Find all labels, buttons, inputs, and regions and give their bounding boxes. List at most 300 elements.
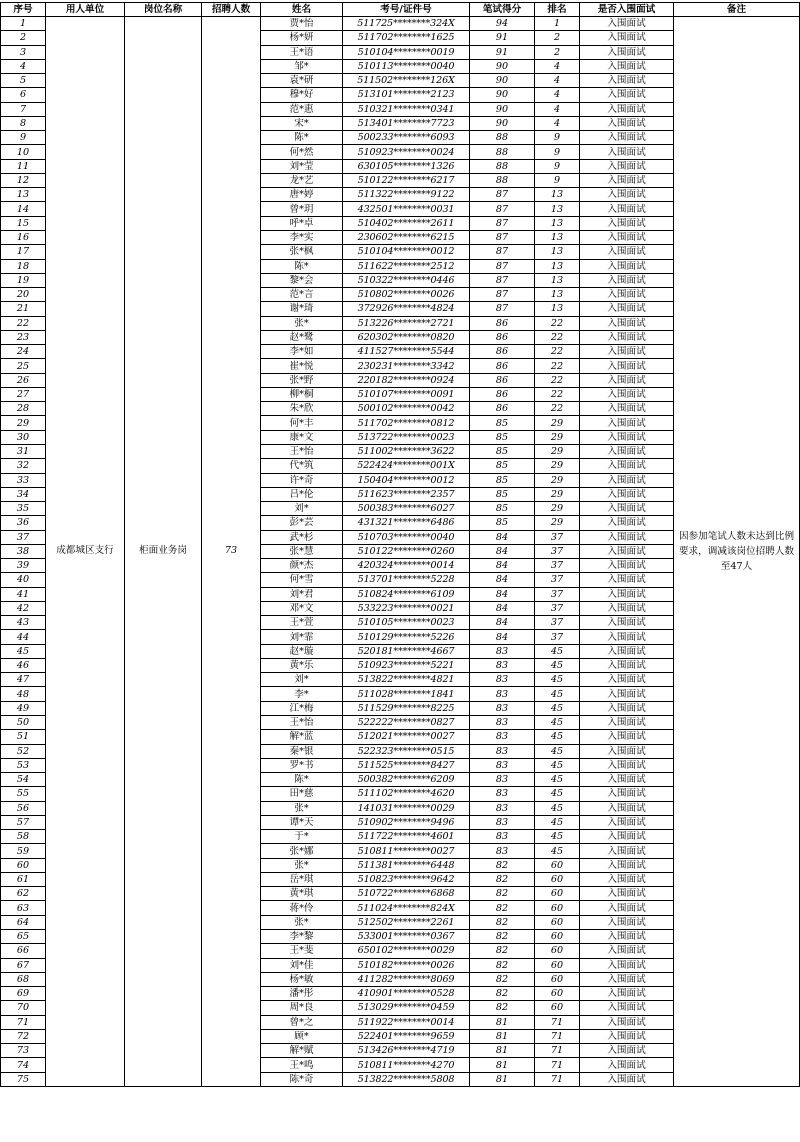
- cell-seq: 23: [1, 330, 46, 344]
- cell-name: 王*怡: [261, 444, 343, 458]
- cell-seq: 29: [1, 416, 46, 430]
- cell-id: 431321********6486: [343, 516, 470, 530]
- cell-score: 85: [470, 430, 535, 444]
- cell-score: 87: [470, 273, 535, 287]
- cell-seq: 1: [1, 17, 46, 31]
- cell-rank: 22: [535, 345, 580, 359]
- cell-seq: 49: [1, 701, 46, 715]
- cell-score: 83: [470, 815, 535, 829]
- cell-id: 510113********0040: [343, 59, 470, 73]
- header-unit: 用人单位: [46, 3, 125, 17]
- header-id: 考号/证件号: [343, 3, 470, 17]
- cell-rank: 71: [535, 1029, 580, 1043]
- cell-status: 入围面试: [580, 872, 674, 886]
- cell-name: 刘*霏: [261, 630, 343, 644]
- cell-score: 86: [470, 330, 535, 344]
- cell-rank: 29: [535, 416, 580, 430]
- cell-status: 入围面试: [580, 530, 674, 544]
- cell-seq: 72: [1, 1029, 46, 1043]
- cell-score: 82: [470, 887, 535, 901]
- cell-id: 411527********5544: [343, 345, 470, 359]
- cell-status: 入围面试: [580, 673, 674, 687]
- cell-id: 411282********8069: [343, 972, 470, 986]
- cell-id: 511922********0014: [343, 1015, 470, 1029]
- cell-score: 81: [470, 1072, 535, 1086]
- cell-status: 入围面试: [580, 559, 674, 573]
- cell-seq: 11: [1, 159, 46, 173]
- header-rank: 排名: [535, 3, 580, 17]
- cell-score: 85: [470, 473, 535, 487]
- cell-rank: 4: [535, 88, 580, 102]
- cell-id: 513226********2721: [343, 316, 470, 330]
- cell-id: 510824********6109: [343, 587, 470, 601]
- cell-seq: 41: [1, 587, 46, 601]
- cell-name: 赵*鹭: [261, 330, 343, 344]
- cell-score: 83: [470, 658, 535, 672]
- cell-rank: 2: [535, 45, 580, 59]
- cell-name: 刘*: [261, 502, 343, 516]
- cell-score: 84: [470, 630, 535, 644]
- cell-status: 入围面试: [580, 473, 674, 487]
- cell-rank: 13: [535, 288, 580, 302]
- cell-id: 230602********6215: [343, 230, 470, 244]
- cell-id: 650102********0029: [343, 944, 470, 958]
- cell-score: 84: [470, 587, 535, 601]
- cell-score: 83: [470, 844, 535, 858]
- cell-id: 230231********3342: [343, 359, 470, 373]
- cell-score: 83: [470, 644, 535, 658]
- cell-id: 620302********0820: [343, 330, 470, 344]
- cell-seq: 13: [1, 188, 46, 202]
- cell-status: 入围面试: [580, 1072, 674, 1086]
- cell-rank: 13: [535, 216, 580, 230]
- cell-score: 81: [470, 1044, 535, 1058]
- cell-rank: 71: [535, 1072, 580, 1086]
- cell-status: 入围面试: [580, 687, 674, 701]
- cell-rank: 9: [535, 159, 580, 173]
- cell-rank: 45: [535, 815, 580, 829]
- cell-status: 入围面试: [580, 245, 674, 259]
- cell-name: 范*言: [261, 288, 343, 302]
- cell-status: 入围面试: [580, 345, 674, 359]
- cell-score: 87: [470, 288, 535, 302]
- cell-rank: 13: [535, 259, 580, 273]
- cell-score: 82: [470, 958, 535, 972]
- cell-score: 90: [470, 88, 535, 102]
- cell-name: 颜*杰: [261, 559, 343, 573]
- cell-name: 贾*怡: [261, 17, 343, 31]
- cell-status: 入围面试: [580, 230, 674, 244]
- cell-rank: 45: [535, 644, 580, 658]
- cell-name: 张*: [261, 316, 343, 330]
- cell-name: 陈*奇: [261, 1072, 343, 1086]
- cell-seq: 64: [1, 915, 46, 929]
- cell-name: 王*语: [261, 45, 343, 59]
- cell-rank: 29: [535, 444, 580, 458]
- cell-headcount: 73: [202, 17, 261, 1087]
- cell-score: 85: [470, 416, 535, 430]
- cell-status: 入围面试: [580, 302, 674, 316]
- cell-score: 88: [470, 145, 535, 159]
- cell-seq: 33: [1, 473, 46, 487]
- cell-id: 513029********0459: [343, 1001, 470, 1015]
- cell-rank: 22: [535, 402, 580, 416]
- cell-rank: 22: [535, 373, 580, 387]
- cell-status: 入围面试: [580, 1058, 674, 1072]
- cell-score: 87: [470, 302, 535, 316]
- cell-score: 83: [470, 787, 535, 801]
- cell-name: 彭*芸: [261, 516, 343, 530]
- cell-seq: 62: [1, 887, 46, 901]
- cell-name: 王*鸣: [261, 1058, 343, 1072]
- cell-id: 500382********6209: [343, 773, 470, 787]
- cell-score: 87: [470, 230, 535, 244]
- cell-rank: 9: [535, 173, 580, 187]
- cell-score: 90: [470, 59, 535, 73]
- cell-id: 511322********9122: [343, 188, 470, 202]
- cell-seq: 53: [1, 758, 46, 772]
- cell-status: 入围面试: [580, 630, 674, 644]
- cell-seq: 2: [1, 31, 46, 45]
- cell-id: 511702********1625: [343, 31, 470, 45]
- cell-seq: 61: [1, 872, 46, 886]
- cell-status: 入围面试: [580, 1044, 674, 1058]
- cell-rank: 13: [535, 302, 580, 316]
- header-name: 姓名: [261, 3, 343, 17]
- cell-seq: 47: [1, 673, 46, 687]
- cell-rank: 60: [535, 915, 580, 929]
- cell-rank: 45: [535, 687, 580, 701]
- cell-id: 510104********0012: [343, 245, 470, 259]
- cell-status: 入围面试: [580, 844, 674, 858]
- cell-status: 入围面试: [580, 787, 674, 801]
- cell-rank: 60: [535, 1001, 580, 1015]
- cell-seq: 30: [1, 430, 46, 444]
- cell-status: 入围面试: [580, 644, 674, 658]
- cell-score: 88: [470, 173, 535, 187]
- cell-name: 张*慧: [261, 544, 343, 558]
- cell-rank: 13: [535, 230, 580, 244]
- cell-status: 入围面试: [580, 31, 674, 45]
- cell-id: 522424********001X: [343, 459, 470, 473]
- cell-name: 黄*琪: [261, 887, 343, 901]
- cell-score: 85: [470, 502, 535, 516]
- cell-score: 91: [470, 31, 535, 45]
- cell-name: 刘*君: [261, 587, 343, 601]
- cell-seq: 56: [1, 801, 46, 815]
- cell-status: 入围面试: [580, 658, 674, 672]
- cell-status: 入围面试: [580, 159, 674, 173]
- cell-id: 510107********0091: [343, 387, 470, 401]
- cell-name: 顾*: [261, 1029, 343, 1043]
- cell-id: 220182********0924: [343, 373, 470, 387]
- cell-seq: 3: [1, 45, 46, 59]
- cell-status: 入围面试: [580, 744, 674, 758]
- cell-id: 511024********824X: [343, 901, 470, 915]
- cell-id: 511102********4620: [343, 787, 470, 801]
- cell-id: 511622********2512: [343, 259, 470, 273]
- cell-id: 520181********4667: [343, 644, 470, 658]
- cell-id: 533223********0021: [343, 601, 470, 615]
- cell-score: 85: [470, 444, 535, 458]
- cell-id: 510923********0024: [343, 145, 470, 159]
- cell-score: 90: [470, 74, 535, 88]
- cell-id: 510122********6217: [343, 173, 470, 187]
- cell-seq: 18: [1, 259, 46, 273]
- cell-score: 87: [470, 259, 535, 273]
- cell-id: 511381********6448: [343, 858, 470, 872]
- cell-seq: 51: [1, 730, 46, 744]
- cell-seq: 42: [1, 601, 46, 615]
- cell-status: 入围面试: [580, 944, 674, 958]
- cell-score: 86: [470, 359, 535, 373]
- cell-rank: 45: [535, 730, 580, 744]
- cell-seq: 59: [1, 844, 46, 858]
- cell-name: 呼*卓: [261, 216, 343, 230]
- cell-status: 入围面试: [580, 487, 674, 501]
- header-position: 岗位名称: [125, 3, 202, 17]
- cell-name: 龙*艺: [261, 173, 343, 187]
- cell-name: 岳*琪: [261, 872, 343, 886]
- cell-status: 入围面试: [580, 987, 674, 1001]
- cell-score: 87: [470, 188, 535, 202]
- cell-seq: 17: [1, 245, 46, 259]
- cell-score: 86: [470, 316, 535, 330]
- cell-seq: 67: [1, 958, 46, 972]
- cell-status: 入围面试: [580, 444, 674, 458]
- cell-status: 入围面试: [580, 273, 674, 287]
- cell-rank: 45: [535, 801, 580, 815]
- cell-name: 张*枫: [261, 245, 343, 259]
- cell-status: 入围面试: [580, 74, 674, 88]
- cell-seq: 7: [1, 102, 46, 116]
- cell-id: 510122********0260: [343, 544, 470, 558]
- cell-name: 王*怡: [261, 716, 343, 730]
- cell-seq: 6: [1, 88, 46, 102]
- cell-seq: 19: [1, 273, 46, 287]
- cell-id: 522222********0827: [343, 716, 470, 730]
- cell-id: 510105********0023: [343, 616, 470, 630]
- cell-status: 入围面试: [580, 145, 674, 159]
- cell-score: 86: [470, 373, 535, 387]
- cell-rank: 45: [535, 673, 580, 687]
- cell-score: 86: [470, 345, 535, 359]
- cell-seq: 4: [1, 59, 46, 73]
- cell-seq: 28: [1, 402, 46, 416]
- cell-name: 王*萱: [261, 616, 343, 630]
- cell-status: 入围面试: [580, 758, 674, 772]
- cell-rank: 60: [535, 887, 580, 901]
- cell-name: 解*蓝: [261, 730, 343, 744]
- cell-seq: 44: [1, 630, 46, 644]
- cell-seq: 14: [1, 202, 46, 216]
- cell-status: 入围面试: [580, 972, 674, 986]
- cell-name: 刘*: [261, 673, 343, 687]
- cell-status: 入围面试: [580, 102, 674, 116]
- cell-status: 入围面试: [580, 288, 674, 302]
- cell-rank: 9: [535, 145, 580, 159]
- cell-name: 潘*彤: [261, 987, 343, 1001]
- cell-seq: 10: [1, 145, 46, 159]
- cell-status: 入围面试: [580, 17, 674, 31]
- cell-status: 入围面试: [580, 1029, 674, 1043]
- cell-id: 511502********126X: [343, 74, 470, 88]
- cell-name: 朱*欣: [261, 402, 343, 416]
- cell-rank: 60: [535, 987, 580, 1001]
- cell-id: 510129********5226: [343, 630, 470, 644]
- cell-rank: 45: [535, 844, 580, 858]
- cell-status: 入围面试: [580, 716, 674, 730]
- cell-score: 82: [470, 858, 535, 872]
- cell-status: 入围面试: [580, 601, 674, 615]
- cell-seq: 5: [1, 74, 46, 88]
- cell-id: 510722********6868: [343, 887, 470, 901]
- cell-rank: 4: [535, 102, 580, 116]
- cell-rank: 60: [535, 872, 580, 886]
- cell-rank: 60: [535, 930, 580, 944]
- cell-name: 何*雪: [261, 573, 343, 587]
- cell-rank: 4: [535, 59, 580, 73]
- cell-id: 513822********5808: [343, 1072, 470, 1086]
- cell-id: 510321********0341: [343, 102, 470, 116]
- cell-score: 82: [470, 901, 535, 915]
- cell-score: 94: [470, 17, 535, 31]
- cell-rank: 29: [535, 459, 580, 473]
- header-note: 备注: [674, 3, 800, 17]
- cell-status: 入围面试: [580, 915, 674, 929]
- cell-status: 入围面试: [580, 387, 674, 401]
- header-headcount: 招聘人数: [202, 3, 261, 17]
- cell-name: 王*斐: [261, 944, 343, 958]
- cell-seq: 55: [1, 787, 46, 801]
- cell-name: 陈*: [261, 259, 343, 273]
- cell-name: 李*黎: [261, 930, 343, 944]
- cell-rank: 29: [535, 502, 580, 516]
- cell-name: 范*惠: [261, 102, 343, 116]
- cell-score: 83: [470, 730, 535, 744]
- cell-name: 解*赋: [261, 1044, 343, 1058]
- cell-seq: 31: [1, 444, 46, 458]
- cell-id: 513722********0023: [343, 430, 470, 444]
- cell-id: 510923********5221: [343, 658, 470, 672]
- cell-seq: 69: [1, 987, 46, 1001]
- cell-score: 83: [470, 830, 535, 844]
- cell-rank: 29: [535, 430, 580, 444]
- cell-name: 唐*婷: [261, 188, 343, 202]
- cell-seq: 75: [1, 1072, 46, 1086]
- cell-score: 83: [470, 773, 535, 787]
- cell-status: 入围面试: [580, 801, 674, 815]
- cell-note: 因参加笔试人数未达到比例要求，调减该岗位招聘人数至47人: [674, 17, 800, 1087]
- cell-seq: 24: [1, 345, 46, 359]
- cell-score: 86: [470, 402, 535, 416]
- cell-rank: 45: [535, 787, 580, 801]
- cell-id: 522401********9659: [343, 1029, 470, 1043]
- cell-rank: 4: [535, 74, 580, 88]
- cell-rank: 22: [535, 316, 580, 330]
- cell-id: 512021********0027: [343, 730, 470, 744]
- cell-score: 83: [470, 701, 535, 715]
- cell-rank: 45: [535, 744, 580, 758]
- cell-score: 83: [470, 716, 535, 730]
- cell-rank: 71: [535, 1015, 580, 1029]
- cell-name: 刘*莹: [261, 159, 343, 173]
- cell-seq: 52: [1, 744, 46, 758]
- cell-seq: 65: [1, 930, 46, 944]
- cell-score: 82: [470, 872, 535, 886]
- cell-seq: 38: [1, 544, 46, 558]
- cell-id: 510823********9642: [343, 872, 470, 886]
- cell-rank: 22: [535, 387, 580, 401]
- cell-id: 500233********6093: [343, 131, 470, 145]
- cell-rank: 9: [535, 131, 580, 145]
- cell-id: 511623********2357: [343, 487, 470, 501]
- cell-name: 康*文: [261, 430, 343, 444]
- cell-score: 91: [470, 45, 535, 59]
- cell-id: 511525********8427: [343, 758, 470, 772]
- cell-rank: 37: [535, 573, 580, 587]
- cell-rank: 37: [535, 530, 580, 544]
- header-score: 笔试得分: [470, 3, 535, 17]
- cell-seq: 40: [1, 573, 46, 587]
- cell-score: 84: [470, 530, 535, 544]
- cell-id: 510703********0040: [343, 530, 470, 544]
- cell-id: 510802********0026: [343, 288, 470, 302]
- cell-name: 黄*乐: [261, 658, 343, 672]
- cell-rank: 13: [535, 245, 580, 259]
- cell-name: 黎*会: [261, 273, 343, 287]
- cell-seq: 37: [1, 530, 46, 544]
- cell-status: 入围面试: [580, 616, 674, 630]
- cell-name: 谭*天: [261, 815, 343, 829]
- cell-id: 500383********6027: [343, 502, 470, 516]
- cell-id: 513701********5228: [343, 573, 470, 587]
- cell-score: 84: [470, 573, 535, 587]
- cell-rank: 29: [535, 516, 580, 530]
- cell-id: 510104********0019: [343, 45, 470, 59]
- cell-seq: 16: [1, 230, 46, 244]
- cell-name: 曾*之: [261, 1015, 343, 1029]
- cell-status: 入围面试: [580, 402, 674, 416]
- cell-rank: 71: [535, 1058, 580, 1072]
- cell-rank: 45: [535, 773, 580, 787]
- cell-seq: 43: [1, 616, 46, 630]
- cell-rank: 22: [535, 359, 580, 373]
- cell-name: 刘*佳: [261, 958, 343, 972]
- cell-status: 入围面试: [580, 116, 674, 130]
- cell-name: 柳*桐: [261, 387, 343, 401]
- cell-name: 何*然: [261, 145, 343, 159]
- cell-id: 510811********0027: [343, 844, 470, 858]
- cell-status: 入围面试: [580, 958, 674, 972]
- cell-rank: 45: [535, 758, 580, 772]
- cell-status: 入围面试: [580, 216, 674, 230]
- cell-rank: 45: [535, 658, 580, 672]
- cell-id: 533001********0367: [343, 930, 470, 944]
- cell-id: 141031********0029: [343, 801, 470, 815]
- cell-seq: 66: [1, 944, 46, 958]
- cell-seq: 57: [1, 815, 46, 829]
- cell-rank: 13: [535, 188, 580, 202]
- cell-score: 82: [470, 987, 535, 1001]
- cell-name: 邓*文: [261, 601, 343, 615]
- cell-score: 85: [470, 516, 535, 530]
- cell-status: 入围面试: [580, 858, 674, 872]
- cell-status: 入围面试: [580, 188, 674, 202]
- cell-id: 511529********8225: [343, 701, 470, 715]
- cell-id: 512502********2261: [343, 915, 470, 929]
- cell-rank: 60: [535, 972, 580, 986]
